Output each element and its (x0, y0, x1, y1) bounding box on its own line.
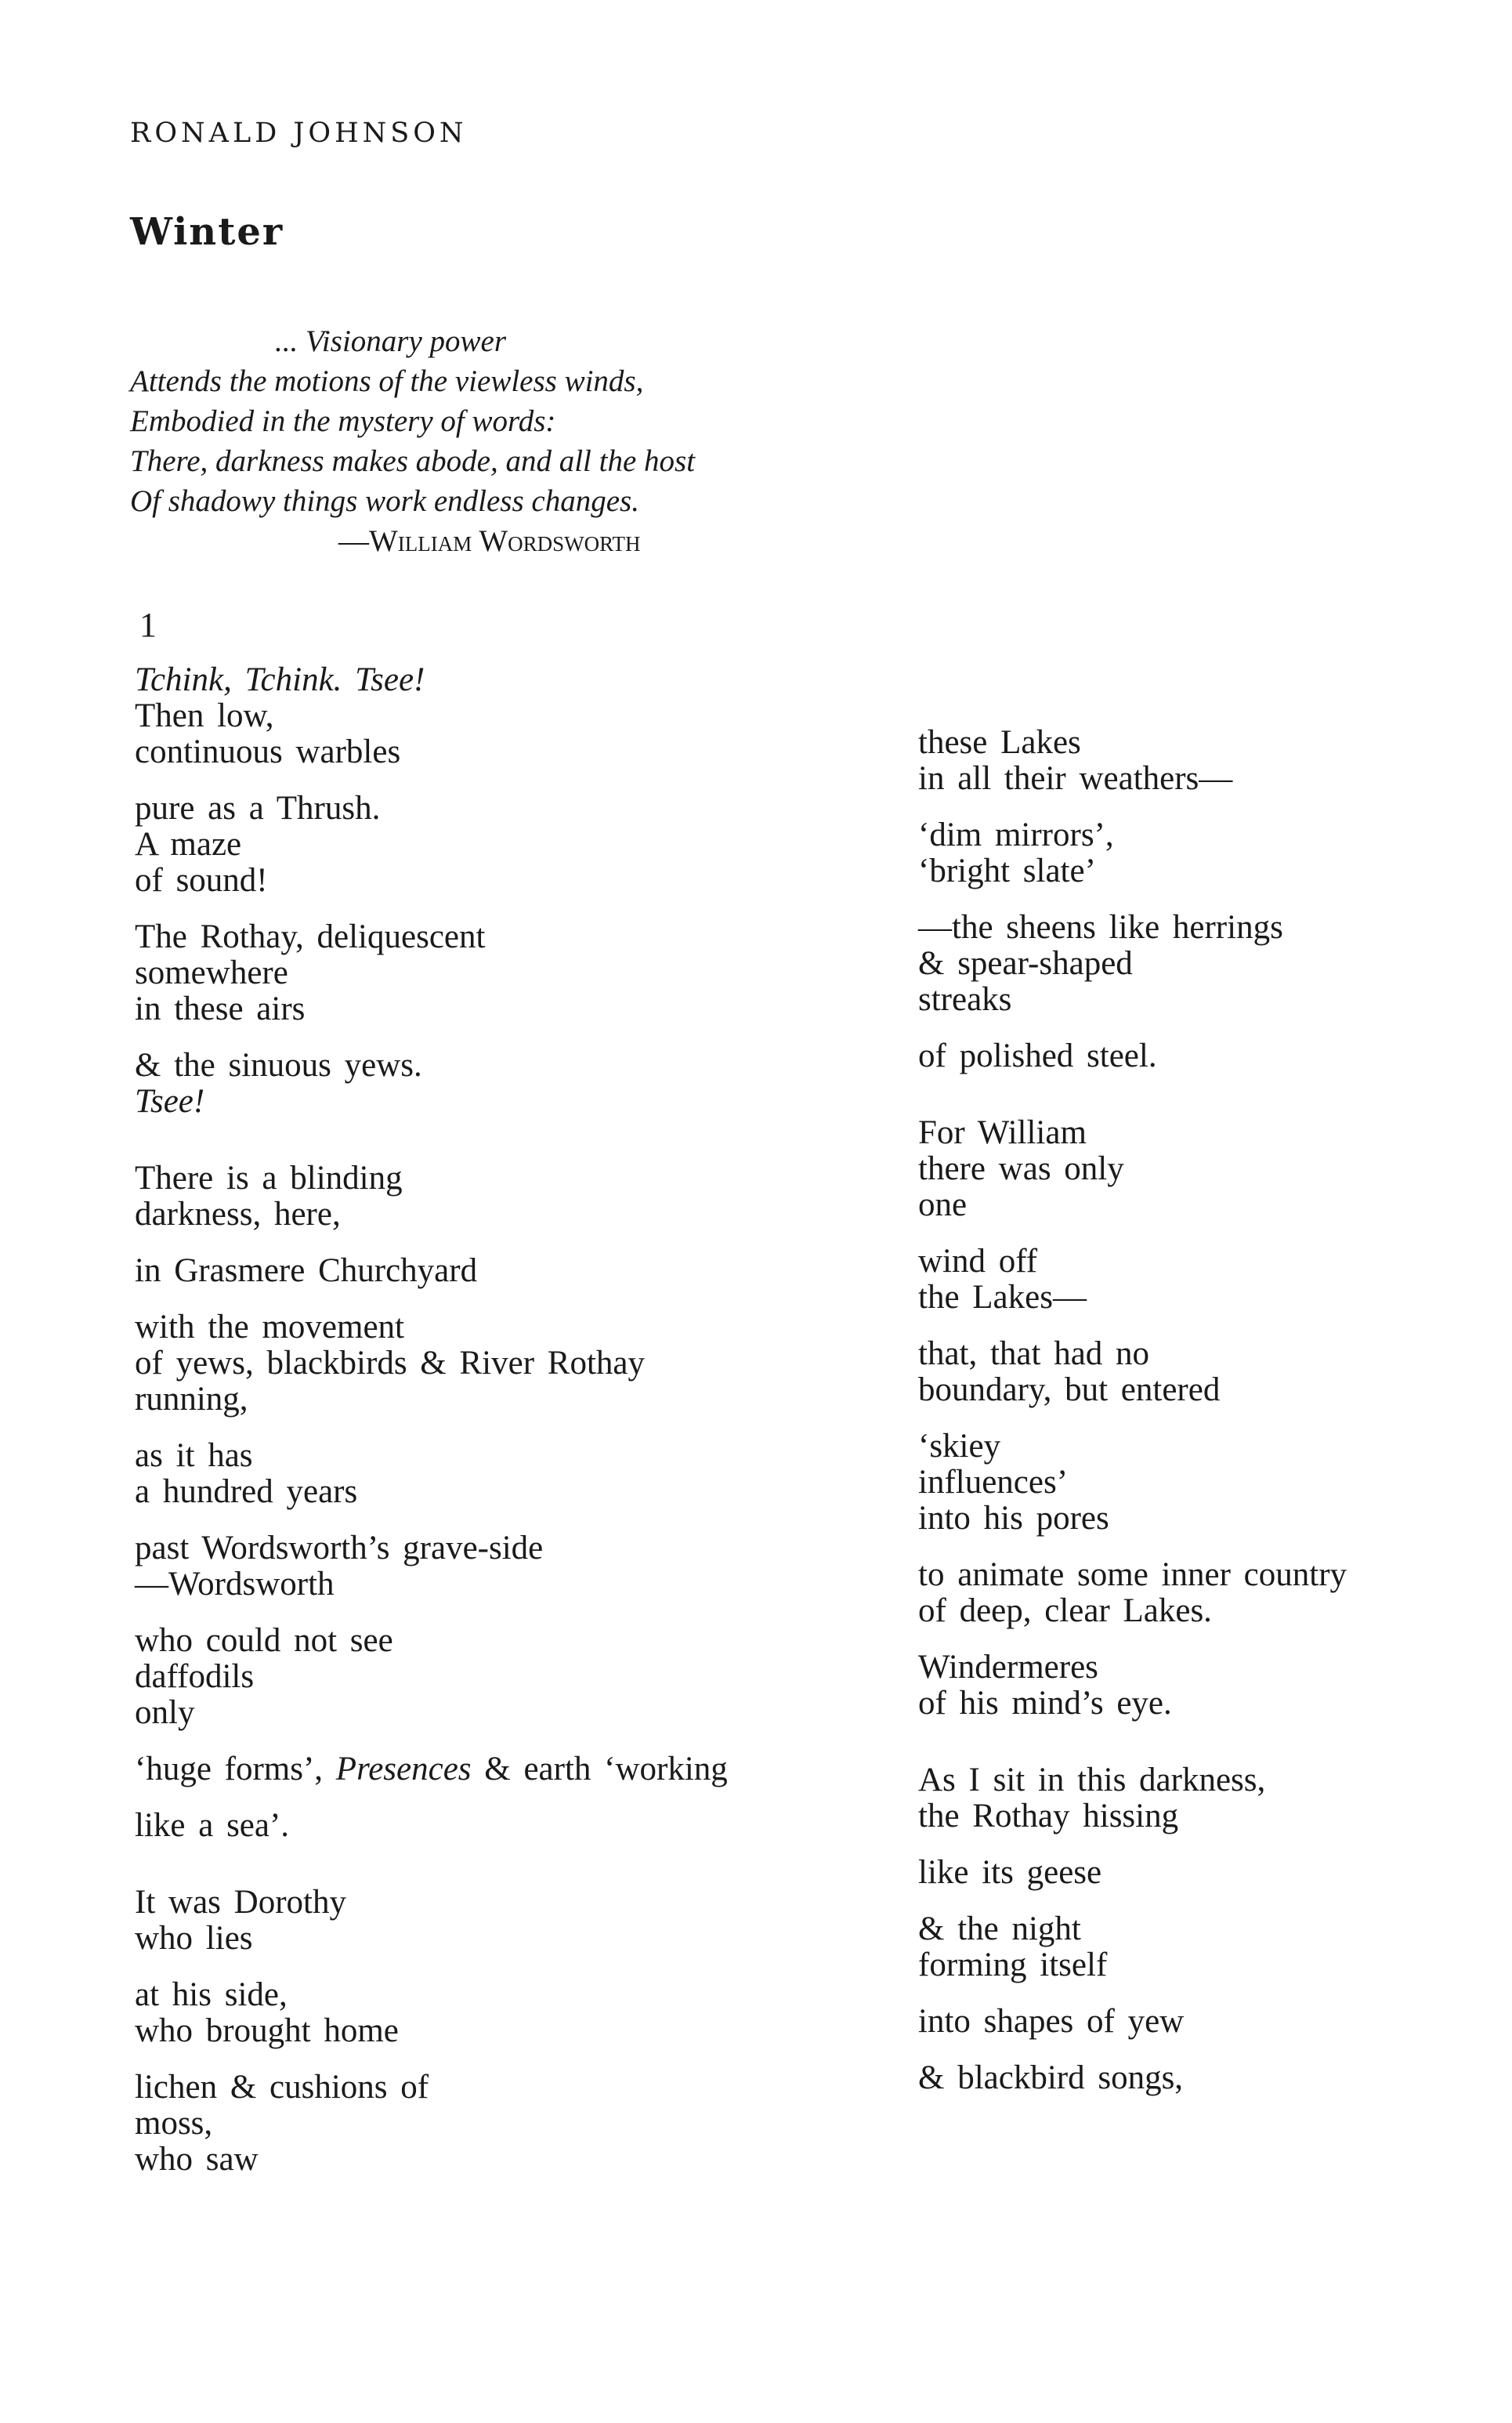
stanza (918, 1762, 1347, 1834)
verse-line: Windermeres (918, 1649, 1098, 1686)
verse-line: at his side, (135, 1976, 288, 2013)
verse-line: daffodils (135, 1658, 255, 1695)
verse-line: & blackbird songs, (918, 2059, 1184, 2096)
stanza (135, 1438, 728, 1510)
verse-line: like a sea’. (135, 1807, 290, 1844)
verse-line: Then low, (135, 697, 274, 734)
stanza (918, 1557, 1347, 1629)
verse-line: who lies (135, 1920, 253, 1957)
verse-line: in these airs (135, 991, 306, 1027)
stanza (918, 910, 1347, 1018)
stanza (918, 1855, 1347, 1891)
stanza (135, 1253, 728, 1289)
verse-line: of polished steel. (918, 1038, 1157, 1074)
verse-line: of deep, clear Lakes. (918, 1592, 1212, 1629)
poem-right-column (918, 725, 1347, 2117)
stanza (135, 791, 728, 899)
verse-line: & the sinuous yews. (135, 1047, 422, 1084)
verse-line: lichen & cushions of (135, 2069, 429, 2106)
verse-line: the Rothay hissing (918, 1798, 1179, 1834)
verse-line: in all their weathers— (918, 760, 1233, 797)
author-name: RONALD JOHNSON (130, 118, 468, 149)
verse-line: to animate some inner country (918, 1556, 1347, 1593)
verse-line: pure as a Thrush. (135, 790, 381, 827)
verse-text: Tchink, Tchink. Tsee! (135, 661, 425, 698)
verse-line: who could not see (135, 1622, 393, 1659)
stanza (135, 2070, 728, 2178)
verse-line: darkness, here, (135, 1196, 341, 1233)
verse-line: of yews, blackbirds & River Rothay (135, 1345, 646, 1382)
verse-line: running, (135, 1381, 248, 1418)
stanza (135, 1977, 728, 2049)
verse-line: only (135, 1694, 195, 1731)
epigraph-line: Attends the motions of the viewless winds, (130, 364, 644, 398)
stanza (918, 1336, 1347, 1408)
verse-line: as it has (135, 1437, 253, 1474)
verse-line: one (918, 1186, 968, 1223)
epigraph-line: Of shadowy things work endless changes. (130, 484, 639, 518)
verse-line: —the sheens like herrings (918, 909, 1283, 946)
stanza (135, 1751, 728, 1787)
verse-line: who brought home (135, 2012, 399, 2049)
verse-line: past Wordsworth’s grave-side (135, 1530, 544, 1566)
epigraph-line: Embodied in the mystery of words: (130, 404, 556, 438)
stanza (918, 1244, 1347, 1316)
verse-line: these Lakes (918, 724, 1081, 761)
stanza (135, 1048, 728, 1120)
verse-line (135, 662, 728, 698)
verse-line: like its geese (918, 1854, 1102, 1891)
epigraph-attribution: —William Wordsworth (338, 524, 641, 558)
verse-line: wind off (918, 1243, 1038, 1280)
stanza (135, 1623, 728, 1731)
verse-text: Presences (335, 1751, 472, 1787)
verse-line: The Rothay, deliquescent (135, 918, 486, 955)
verse-line: There is a blinding (135, 1160, 403, 1197)
stanza (918, 1911, 1347, 1983)
verse-line: continuous warbles (135, 733, 401, 770)
verse-line (135, 1751, 728, 1787)
verse-line: As I sit in this darkness, (918, 1762, 1266, 1798)
stanza (135, 1885, 728, 1957)
verse-line: forming itself (918, 1947, 1108, 1983)
verse-line: influences’ (918, 1464, 1069, 1501)
verse-line: that, that had no (918, 1335, 1150, 1372)
verse-line (135, 1084, 728, 1120)
verse-line: of sound! (135, 862, 268, 899)
verse-text: Tsee! (135, 1083, 205, 1120)
stanza (135, 1161, 728, 1233)
stanza (135, 1309, 728, 1418)
stanza (135, 1808, 728, 1844)
stanza (918, 725, 1347, 797)
verse-line: who saw (135, 2141, 259, 2178)
stanza (918, 1429, 1347, 1537)
verse-line: there was only (918, 1150, 1124, 1187)
verse-line: It was Dorothy (135, 1884, 346, 1921)
stanza (918, 1650, 1347, 1722)
verse-line: & the night (918, 1911, 1081, 1947)
verse-line: into shapes of yew (918, 2003, 1185, 2040)
section-number: 1 (139, 606, 157, 644)
epigraph-line: ... Visionary power (275, 324, 507, 358)
stanza (918, 2004, 1347, 2040)
stanza (135, 1530, 728, 1603)
verse-line: into his pores (918, 1500, 1109, 1537)
verse-text: ‘huge forms’, (135, 1751, 336, 1787)
stanza (918, 2060, 1347, 2096)
stanza (135, 662, 728, 770)
poem-title: Winter (130, 210, 284, 254)
stanza (135, 919, 728, 1027)
verse-line: of his mind’s eye. (918, 1685, 1172, 1722)
verse-line: For William (918, 1114, 1087, 1151)
stanza (918, 1115, 1347, 1223)
verse-line: —Wordsworth (135, 1566, 335, 1603)
verse-line: the Lakes— (918, 1279, 1087, 1316)
verse-line: boundary, but entered (918, 1371, 1221, 1408)
verse-line: a hundred years (135, 1473, 358, 1510)
epigraph-line: There, darkness makes abode, and all the host (130, 444, 696, 478)
verse-line: with the movement (135, 1309, 404, 1346)
verse-line: streaks (918, 981, 1012, 1018)
epigraph (130, 321, 695, 521)
stanza (918, 1038, 1347, 1074)
verse-line: ‘dim mirrors’, (918, 817, 1114, 853)
verse-line: moss, (135, 2105, 213, 2142)
verse-line: ‘skiey (918, 1428, 1001, 1465)
verse-line: A maze (135, 826, 242, 863)
poem-left-column (135, 662, 728, 2198)
verse-line: in Grasmere Churchyard (135, 1252, 478, 1289)
verse-line: & spear-shaped (918, 945, 1133, 982)
stanza (918, 817, 1347, 889)
verse-line: ‘bright slate’ (918, 853, 1096, 889)
verse-line: somewhere (135, 954, 288, 991)
verse-text: & earth ‘working (471, 1751, 728, 1787)
